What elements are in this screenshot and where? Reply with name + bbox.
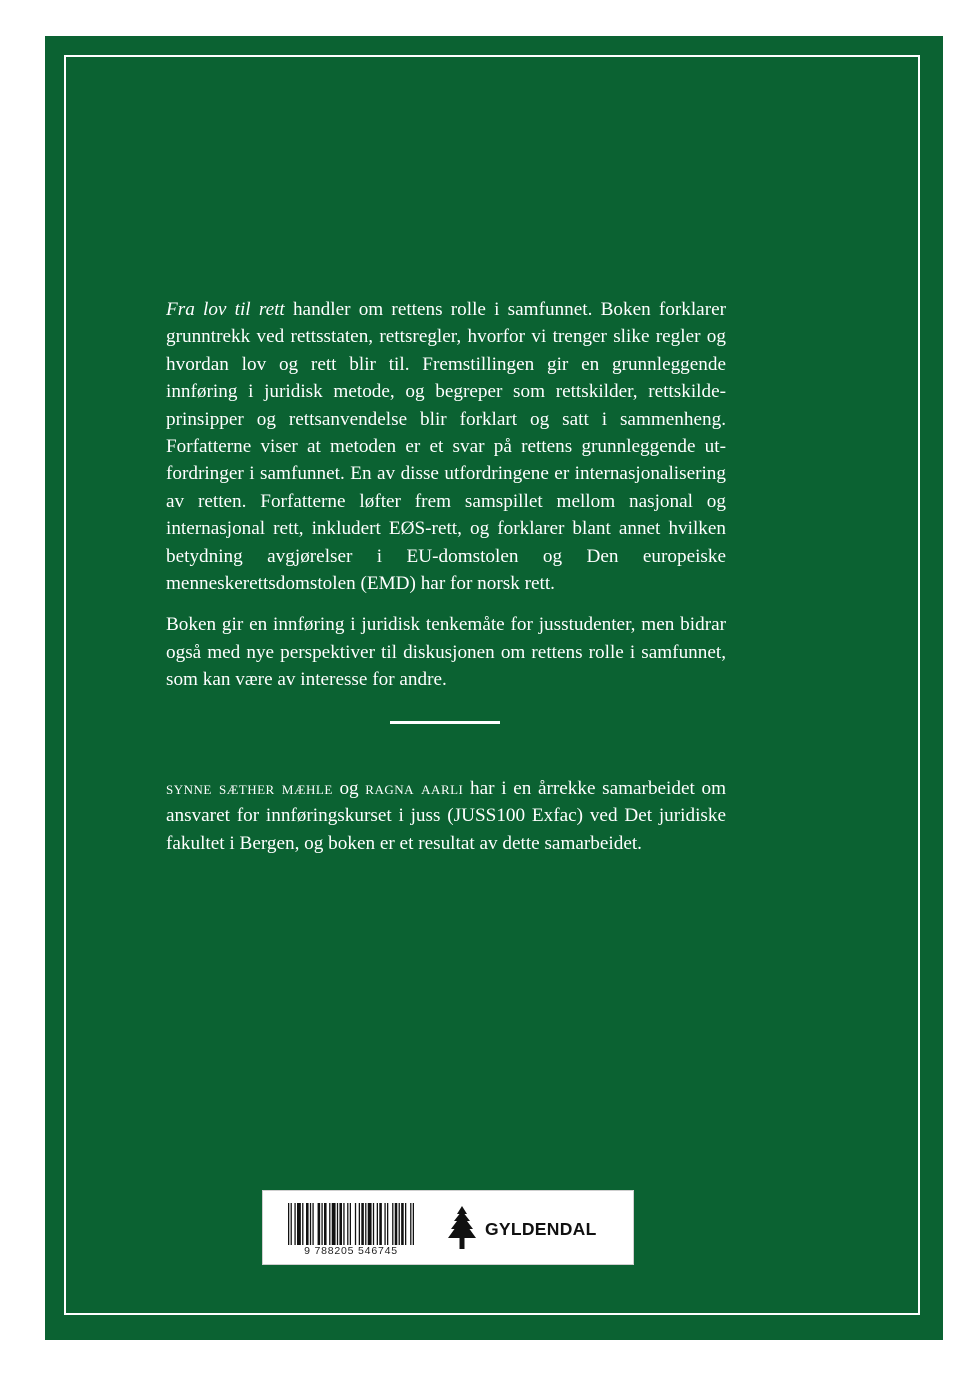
publisher-logo: GYLDENDAL xyxy=(485,1219,597,1239)
isbn-digits: 9 788205 546745 xyxy=(304,1245,398,1257)
description-paragraph-1-text: handler om rettens rolle i samfunnet. Boken forklarer grunntrekk ved rettsstaten, rettsregler, hvorfor vi trenger slike regler og hvordan lov og rett blir til. Fremstillingen gir en grunnleggende innføring i juridisk metode, og begreper som rettskilder, rettskildeprinsipper og rettsanvendelse blir forklart og satt i sammenheng. Forfatterne viser at metoden er et svar på rettens grunnleggende utfordringer i samfunnet. En av disse utfordringene er internasjonalisering av retten. Forfatterne løfter frem samspillet mellom nasjonal og internasjonal rett, inkludert EØS-rett, og forklarer blant annet hvilken betydning avgjørelser i EU-domstolen og Den europeiske menneskerettsdomstolen (EMD) har for norsk rett. xyxy=(166,299,726,595)
description-paragraph-1 xyxy=(166,296,726,597)
fir-tree-icon xyxy=(445,1205,479,1251)
author-bio xyxy=(166,775,726,857)
description-paragraph-2: Boken gir en innføring i juridisk tenkemåte for jusstudenter, men bidrar også med nye perspektiver til diskusjonen om rettens rolle i samfunnet, som kan være av interesse for andre. xyxy=(166,614,726,691)
author-bio-paragraph xyxy=(166,775,726,857)
barcode-panel xyxy=(262,1190,634,1265)
author-connector: og xyxy=(332,778,366,799)
barcode-icon xyxy=(288,1203,414,1245)
book-description xyxy=(166,296,726,694)
author-name-1: synne sæther mæhle xyxy=(166,778,333,799)
author-bio-text: har i en årrekke samarbeidet om ansvaret for innføringskurset i juss (JUSS100 Exfac) ved Det juridiske fakultet i Bergen, og boken er et resultat av dette samarbeidet. xyxy=(166,778,726,854)
divider-line xyxy=(390,721,500,724)
book-title: Fra lov til rett xyxy=(166,299,285,320)
author-name-2: ragna aarli xyxy=(365,778,464,799)
